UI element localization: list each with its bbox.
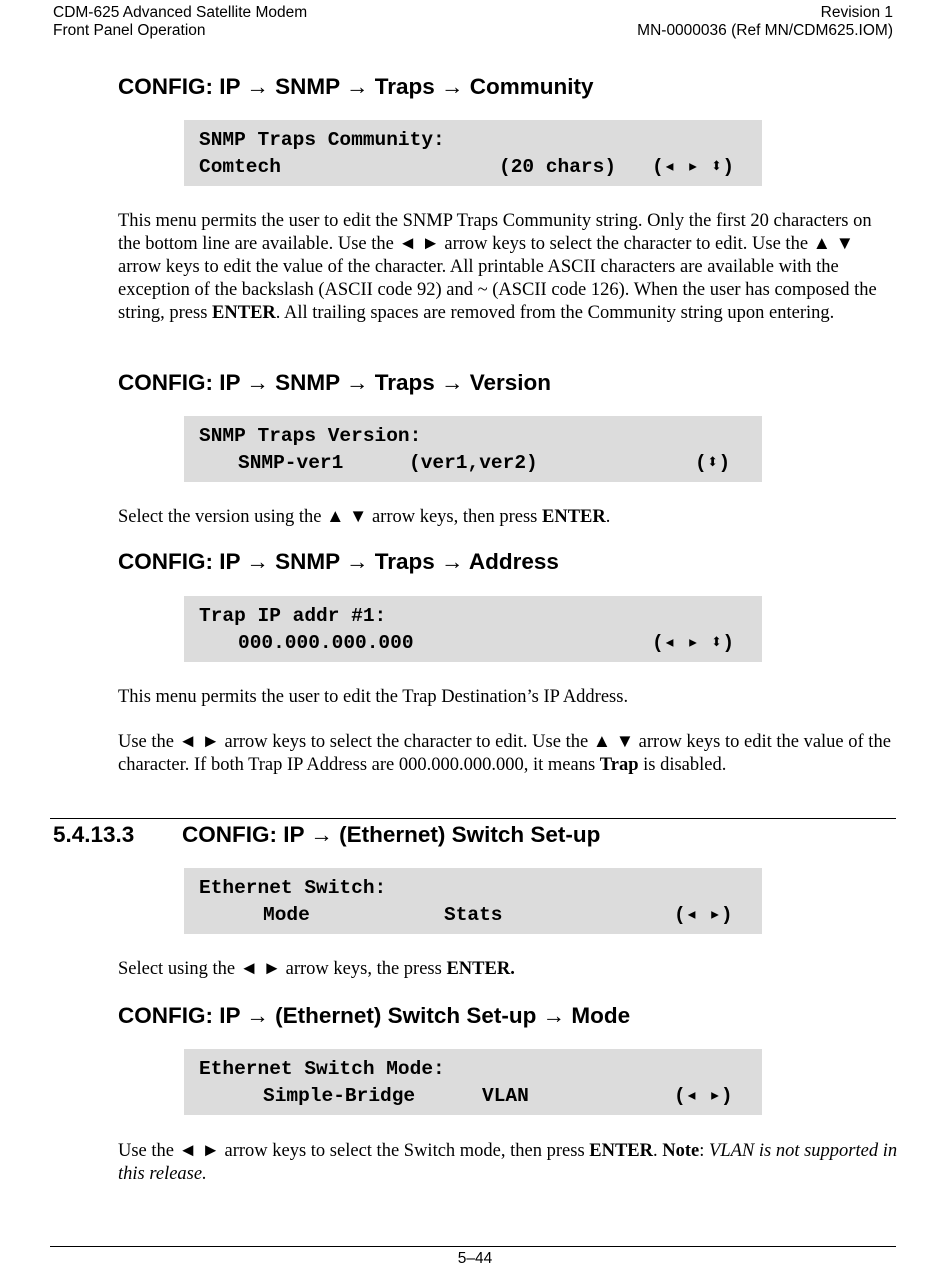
chapter-title: Front Panel Operation xyxy=(53,22,206,39)
heading-switch-setup: CONFIG: IP → (Ethernet) Switch Set-up xyxy=(182,822,601,847)
footer-rule xyxy=(50,1246,896,1247)
section-divider xyxy=(50,818,896,819)
lcd-arrow-keys: (◂ ▸) xyxy=(674,1085,733,1107)
page-number: 5–44 xyxy=(457,1250,493,1267)
running-header-right xyxy=(637,4,893,40)
lcd-traps-version xyxy=(184,416,762,482)
lcd-option-stats: Stats xyxy=(444,904,503,926)
lcd-option-mode: Mode xyxy=(263,904,310,926)
lcd-traps-community xyxy=(184,120,762,186)
lcd-ethernet-switch-mode xyxy=(184,1049,762,1115)
heading-traps-community: CONFIG: IP → SNMP → Traps → Community xyxy=(118,74,594,99)
heading-traps-address: CONFIG: IP → SNMP → Traps → Address xyxy=(118,549,559,574)
lcd-line-1: Ethernet Switch: xyxy=(199,877,387,899)
manual-title: CDM-625 Advanced Satellite Modem xyxy=(53,4,308,21)
lcd-line-1: Trap IP addr #1: xyxy=(199,605,387,627)
lcd-arrow-keys: (⬍) xyxy=(695,452,731,474)
lcd-value: SNMP-ver1 xyxy=(238,452,344,474)
document-number: MN-0000036 (Ref MN/CDM625.IOM) xyxy=(637,22,893,39)
paragraph-trap-address-intro: This menu permits the user to edit the Trap Destination’s IP Address. xyxy=(118,687,629,707)
lcd-line-1: Ethernet Switch Mode: xyxy=(199,1058,445,1080)
lcd-hint: (ver1,ver2) xyxy=(409,452,538,474)
lcd-arrow-keys: (◂ ▸) xyxy=(674,904,733,926)
lcd-arrow-keys: (◂ ▸ ⬍) xyxy=(652,156,735,178)
lcd-option-simple-bridge: Simple-Bridge xyxy=(263,1085,416,1107)
lcd-line-1: SNMP Traps Version: xyxy=(199,425,422,447)
heading-switch-mode: CONFIG: IP → (Ethernet) Switch Set-up → Mode xyxy=(118,1003,631,1028)
section-number: 5.4.13.3 xyxy=(53,822,135,847)
lcd-value: 000.000.000.000 xyxy=(238,632,414,654)
paragraph-trap-address-detail: Use the ◄ ► arrow keys to select the character to edit. Use the ▲ ▼ arrow keys to edit the value of the character. If both Trap IP Address are 000.000.000.000, it means Trap is disabled. xyxy=(118,732,891,775)
lcd-trap-ip-address xyxy=(184,596,762,662)
paragraph-switch-setup: Select using the ◄ ► arrow keys, the press ENTER. xyxy=(118,959,515,979)
paragraph-switch-mode: Use the ◄ ► arrow keys to select the Switch mode, then press ENTER. Note: VLAN is not supported in this release. xyxy=(118,1141,898,1184)
running-header-left xyxy=(53,4,307,40)
lcd-arrow-keys: (◂ ▸ ⬍) xyxy=(652,632,735,654)
lcd-value: Comtech xyxy=(199,156,281,178)
lcd-hint: (20 chars) xyxy=(499,156,617,178)
heading-traps-version: CONFIG: IP → SNMP → Traps → Version xyxy=(118,370,552,395)
lcd-option-vlan: VLAN xyxy=(482,1085,529,1107)
paragraph-traps-version: Select the version using the ▲ ▼ arrow keys, then press ENTER. xyxy=(118,507,611,527)
lcd-line-1: SNMP Traps Community: xyxy=(199,129,445,151)
paragraph-traps-community: This menu permits the user to edit the SNMP Traps Community string. Only the first 20 characters on the bottom line are available. Use the ◄ ► arrow keys to select the character to edit. Use the ▲ ▼ arrow keys to edit the value of the character. All printable ASCII characters are available with the exception of the backslash (ASCII code 92) and ~ (ASCII code 126). When the user has composed the string, press ENTER. All trailing spaces are removed from the Community string upon entering. xyxy=(118,211,877,323)
lcd-ethernet-switch xyxy=(184,868,762,934)
revision-label: Revision 1 xyxy=(820,4,893,21)
